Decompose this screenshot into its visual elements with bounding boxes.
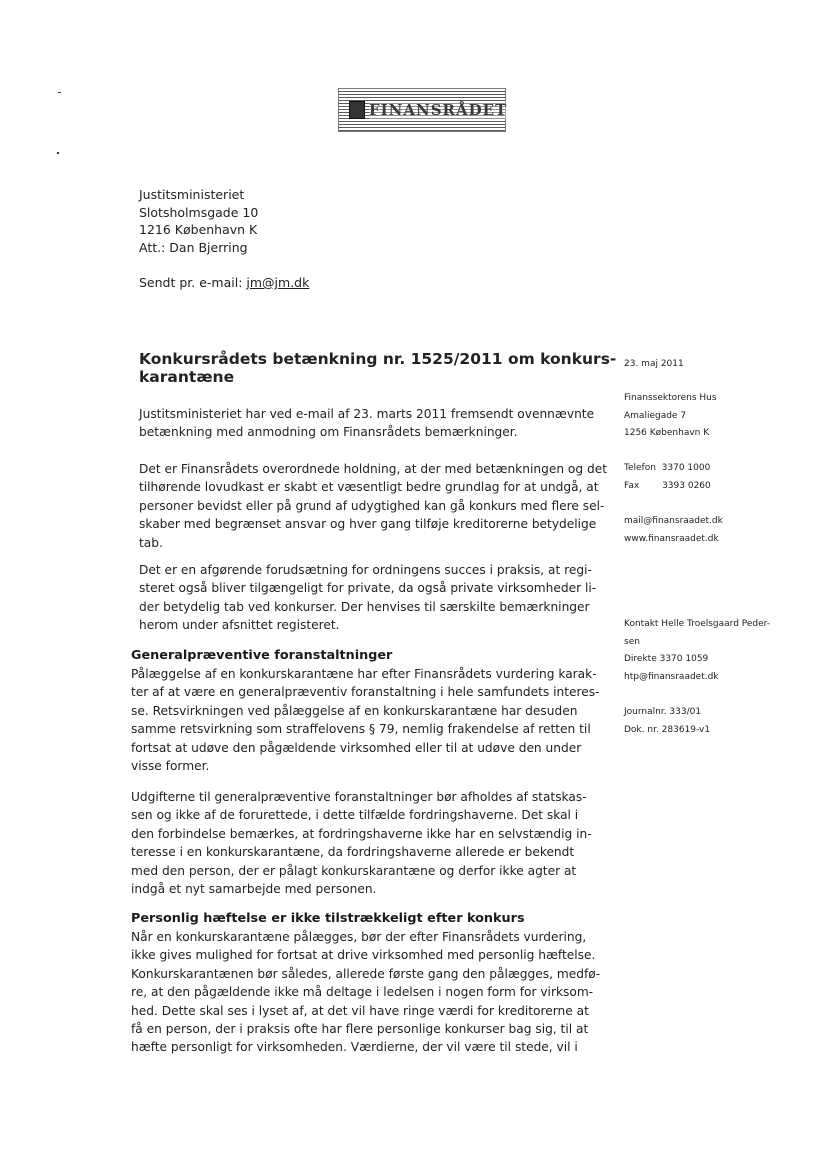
document-title xyxy=(139,350,617,386)
website-link[interactable]: www.finansraadet.dk xyxy=(624,533,719,544)
text-line: betænkning med anmodning om Finansrådets bemærkninger. xyxy=(139,425,518,440)
sidebar-reference xyxy=(624,704,710,739)
logo-wordmark: FINANSRÅDET xyxy=(369,101,508,119)
contact-email-link[interactable]: htp@finansraadet.dk xyxy=(624,671,719,682)
paragraph xyxy=(139,561,599,635)
direct-phone: Direkte 3370 1059 xyxy=(624,654,709,664)
scan-speck xyxy=(58,92,61,93)
section-heading: Personlig hæftelse er ikke tilstrækkeligt efter konkurs xyxy=(131,911,525,926)
text-line: Pålæggelse af en konkurskarantæne har efter Finansrådets vurdering karak- xyxy=(131,667,597,681)
org-line: Amaliegade 7 xyxy=(624,410,687,421)
text-line: visse former. xyxy=(131,759,210,774)
text-line: Justitsministeriet har ved e-mail af 23. marts 2011 fremsendt ovennævnte xyxy=(139,407,595,421)
emblem-icon xyxy=(349,101,365,119)
text-line: se. Retsvirkningen ved pålæggelse af en konkurskarantæne har desuden xyxy=(131,703,578,718)
text-line: der betydelig tab ved konkurser. Der henvises til særskilte bemærkninger xyxy=(139,599,590,614)
org-line: Finanssektorens Hus xyxy=(624,393,717,403)
text-line: med den person, der er pålagt konkurskarantæne og derfor ikke agter at xyxy=(131,863,577,878)
text-line: herom under afsnittet registeret. xyxy=(139,618,340,633)
paragraph xyxy=(131,788,601,898)
sidebar-phone xyxy=(624,460,711,495)
text-line: samme retsvirkning som straffelovens § 79, nemlig frakendelse af retten til xyxy=(131,722,591,737)
phone-line: Telefon 3370 1000 xyxy=(624,463,711,473)
sidebar-web xyxy=(624,513,723,548)
sent-prefix: Sendt pr. e-mail: xyxy=(139,275,247,290)
text-line: sen og ikke af de forurettede, i dette tilfælde fordringshaverne. Det skal i xyxy=(131,808,579,823)
sidebar-date xyxy=(624,356,684,374)
text-line: få en person, der i praksis ofte har flere personlige konkurser bag sig, til at xyxy=(131,1022,589,1037)
text-line: indgå et nyt samarbejde med personen. xyxy=(131,882,377,897)
text-line: steret også bliver tilgængeligt for private, da også private virksomheder li- xyxy=(139,581,597,596)
text-line: Konkurskarantænen bør således, allerede første gang den pålægges, medfø- xyxy=(131,966,601,981)
text-line: re, at den pågældende ikke må deltage i ledelsen i nogen form for virksom- xyxy=(131,985,594,1000)
text-line: skaber med begrænset ansvar og hver gang tilføje kreditorerne betydelige xyxy=(139,517,597,532)
address-line: Justitsministeriet xyxy=(139,187,245,202)
text-line: ikke gives mulighed for fortsat at drive virksomhed med personlig hæftelse. xyxy=(131,948,596,963)
text-line: Udgifterne til generalpræventive foranstaltninger bør afholdes af statskas- xyxy=(131,790,587,804)
fax-line: Fax 3393 0260 xyxy=(624,480,711,491)
text-line: hæfte personligt for virksomheden. Værdierne, der vil være til stede, vil i xyxy=(131,1040,578,1055)
text-line: ter af at være en generalpræventiv foranstaltning i hele samfundets interes- xyxy=(131,685,600,700)
recipient-address xyxy=(139,186,258,256)
sidebar-contact xyxy=(624,616,770,686)
title-line: Konkursrådets betænkning nr. 1525/2011 om konkurs- xyxy=(139,350,617,368)
contact-line: sen xyxy=(624,636,640,647)
text-line: Det er Finansrådets overordnede holdning, at der med betænkningen og det xyxy=(139,462,607,476)
title-line: karantæne xyxy=(139,368,235,386)
section-heading: Generalpræventive foranstaltninger xyxy=(131,648,393,663)
address-line: 1216 København K xyxy=(139,222,258,237)
text-line: personer bevidst eller på grund af udygtighed kan gå konkurs med flere sel- xyxy=(139,498,605,513)
scan-speck xyxy=(57,152,59,154)
text-line: Det er en afgørende forudsætning for ordningens succes i praksis, at regi- xyxy=(139,563,592,577)
paragraph xyxy=(139,460,607,552)
journal-number: Journalnr. 333/01 xyxy=(624,707,702,717)
sidebar-organization xyxy=(624,390,717,443)
text-line: fortsat at udøve den pågældende virksomhed eller til at udøve den under xyxy=(131,740,582,755)
text-line: tilhørende lovudkast er skabt et væsentligt bedre grundlag for at undgå, at xyxy=(139,480,599,495)
text-line: Når en konkurskarantæne pålægges, bør der efter Finansrådets vurdering, xyxy=(131,930,587,944)
document-date: 23. maj 2011 xyxy=(624,359,684,369)
document-number: Dok. nr. 283619-v1 xyxy=(624,724,711,735)
text-line: tab. xyxy=(139,535,163,550)
contact-line: Kontakt Helle Troelsgaard Peder- xyxy=(624,619,771,629)
address-line: Att.: Dan Bjerring xyxy=(139,239,248,255)
sent-by-email xyxy=(139,275,309,290)
email-link[interactable]: mail@finansraadet.dk xyxy=(624,516,723,526)
paragraph xyxy=(131,928,601,1057)
paragraph xyxy=(139,405,599,442)
paragraph xyxy=(131,665,601,775)
org-line: 1256 København K xyxy=(624,428,710,438)
text-line: hed. Dette skal ses i lyset af, at det vil have ringe værdi for kreditorerne at xyxy=(131,1003,589,1018)
text-line: den forbindelse bemærkes, at fordringshaverne ikke har en selvstændig in- xyxy=(131,826,592,841)
recipient-email-link[interactable]: jm@jm.dk xyxy=(246,275,310,290)
address-line: Slotsholmsgade 10 xyxy=(139,204,259,220)
letterhead-logo xyxy=(338,88,506,132)
text-line: teresse i en konkurskarantæne, da fordringshaverne allerede er bekendt xyxy=(131,845,575,860)
